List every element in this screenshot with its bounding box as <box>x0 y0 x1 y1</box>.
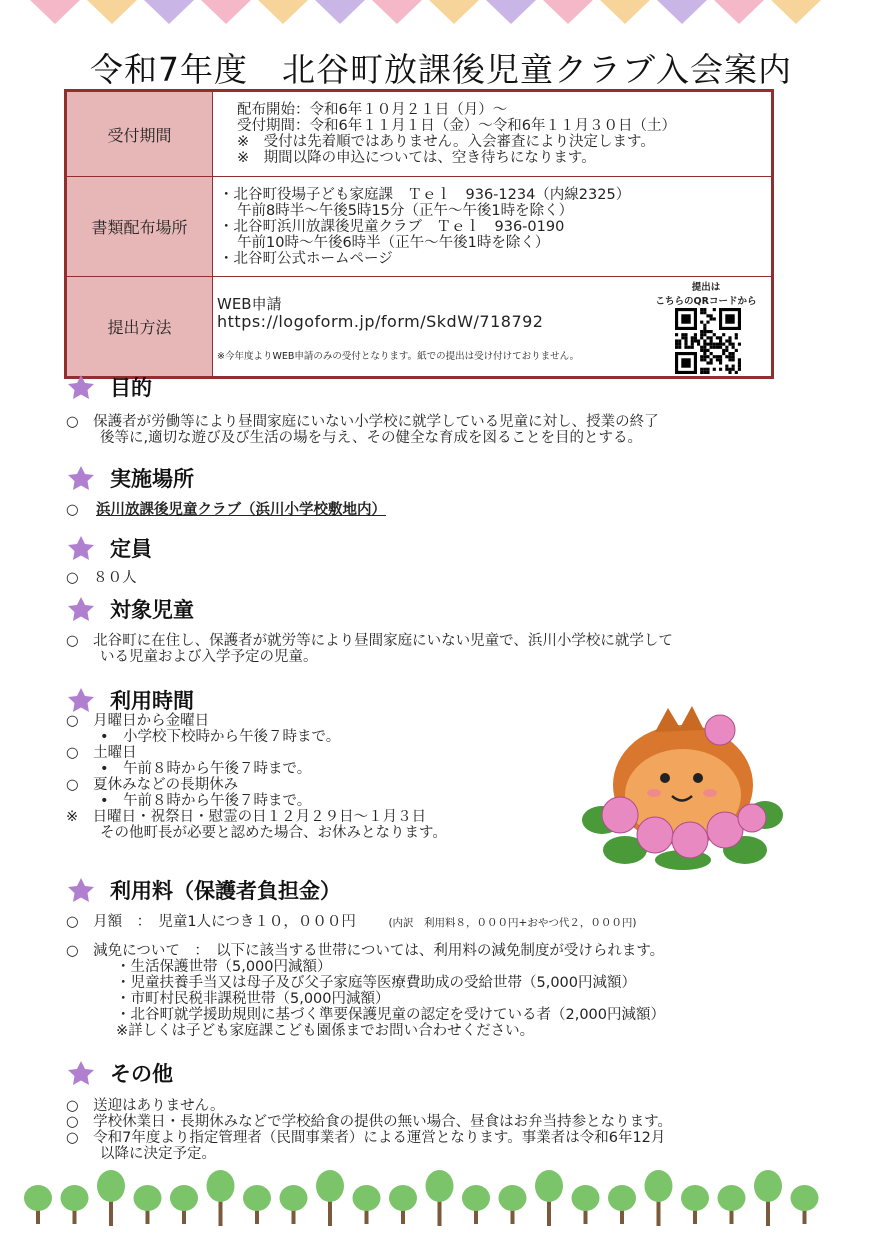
reception-label: 受付期間 <box>66 91 213 177</box>
reception-line: 受付期間：令和6年１１月１日（金）～令和6年１１月３０日（土） <box>237 118 676 134</box>
hours-line: ○ 月曜日から金曜日 <box>66 713 210 729</box>
star-icon <box>66 595 96 623</box>
distribution-row <box>66 177 773 277</box>
tree-trunk <box>328 1198 332 1226</box>
page-title: 令和7年度 北谷町放課後児童クラブ入会案内 <box>90 50 792 89</box>
section-heading: 目的 <box>110 376 152 400</box>
tree-crown <box>24 1185 52 1211</box>
star-icon <box>66 1059 96 1087</box>
section-heading: 利用料（保護者負担金） <box>110 879 341 903</box>
bunting-flag <box>600 0 650 24</box>
reception-row <box>66 91 773 177</box>
target-text <box>66 633 673 665</box>
purpose-line: ○ 保護者が労働等により昼間家庭にいない小学校に就学している児童に対し、授業の終了 <box>66 414 659 430</box>
mascot-illustration <box>580 700 785 870</box>
bunting-flag <box>429 0 479 24</box>
distribution-body <box>213 177 773 277</box>
web-only-note: ※今年度よりWEB申請のみの受付となります。紙での提出は受け付けておりません。 <box>217 351 580 362</box>
reception-line: 配布開始：令和6年１０月２１日（月）～ <box>237 102 508 118</box>
other-line: 以降に決定予定。 <box>100 1146 216 1162</box>
distribution-line: 午前8時半～午後5時15分（正午～午後1時を除く） <box>237 202 574 219</box>
tree-border-decoration <box>24 1168 844 1228</box>
section-target-heading <box>66 594 194 624</box>
qr-caption: こちらのQRコードから <box>655 296 757 307</box>
section-location-heading <box>66 463 194 493</box>
reduction-intro: ○ 減免について ： 以下に該当する世帯については、利用料の減免制度が受けられます。 <box>66 943 665 959</box>
bunting-flag <box>30 0 80 24</box>
other-line: ○ 送迎はありません。 <box>66 1098 225 1114</box>
reception-line: ※ 期間以降の申込については、空き待ちになります。 <box>237 150 596 166</box>
other-line: ○ 令和7年度より指定管理者（民間事業者）による運営となります。事業者は令和6年12月 <box>66 1130 666 1146</box>
tree-crown <box>207 1170 235 1202</box>
capacity-text: ○ ８０人 <box>66 570 137 586</box>
distribution-line: ・北谷町浜川放課後児童クラブ Ｔｅｌ 936-0190 <box>219 218 565 235</box>
reception-line: ※ 受付は先着順ではありません。入会審査により決定します。 <box>237 134 655 150</box>
distribution-label: 書類配布場所 <box>66 177 213 277</box>
section-hours-heading <box>66 685 194 715</box>
bunting-flag <box>201 0 251 24</box>
submission-row <box>66 277 773 378</box>
tree-crown <box>243 1185 271 1211</box>
section-heading: 対象児童 <box>110 598 194 622</box>
section-heading: 定員 <box>110 537 152 561</box>
tree-crown <box>791 1185 819 1211</box>
bunting-flag <box>714 0 764 24</box>
distribution-line: ・北谷町公式ホームページ <box>219 250 393 267</box>
tree-crown <box>645 1170 673 1202</box>
reception-body <box>213 91 773 177</box>
qr-caption: 提出は <box>691 282 721 293</box>
submission-body <box>213 277 773 378</box>
hours-text <box>66 713 447 841</box>
purpose-line: 後等に,適切な遊び及び生活の場を与え、その健全な育成を図ることを目的とする。 <box>100 430 642 446</box>
distribution-line: ・北谷町役場子ども家庭課 Ｔｅｌ 936-1234（内線2325） <box>219 186 631 203</box>
tree-trunk <box>657 1198 661 1226</box>
tree-crown <box>462 1185 490 1211</box>
bunting-flag <box>87 0 137 24</box>
tree-crown <box>316 1170 344 1202</box>
hours-line: • 午前８時から午後７時まで。 <box>100 761 312 777</box>
other-line: ○ 学校休業日・長期休みなどで学校給食の提供の無い場合、昼食はお弁当持参となります。 <box>66 1114 672 1130</box>
section-heading: 利用時間 <box>110 689 194 713</box>
tree-trunk <box>438 1198 442 1226</box>
tree-crown <box>170 1185 198 1211</box>
qr-code-icon[interactable] <box>675 308 741 374</box>
tree-trunk <box>547 1198 551 1226</box>
tree-crown <box>134 1185 162 1211</box>
bunting-flag <box>657 0 707 24</box>
tree-crown <box>535 1170 563 1202</box>
location-text <box>66 502 386 518</box>
tree-crown <box>61 1185 89 1211</box>
bunting-flag <box>771 0 821 24</box>
tree-crown <box>426 1170 454 1202</box>
tree-crown <box>97 1170 125 1202</box>
star-icon <box>66 373 96 401</box>
submission-label: 提出方法 <box>66 277 213 378</box>
section-fee-heading <box>66 875 341 905</box>
target-line: いる児童および入学予定の児童。 <box>100 649 318 665</box>
reduction-note: ※詳しくは子ども家庭課こども園係までお問い合わせください。 <box>116 1023 535 1039</box>
hours-line: ※ 日曜日・祝祭日・慰霊の日１２月２９日～１月３日 <box>66 809 427 825</box>
reduction-item: ・北谷町就学援助規則に基づく準要保護児童の認定を受けている者（2,000円減額） <box>116 1007 666 1023</box>
star-icon <box>66 686 96 714</box>
target-line: ○ 北谷町に在住し、保護者が就労等により昼間家庭にいない児童で、浜川小学校に就学して <box>66 633 673 649</box>
reduction-item: ・児童扶養手当又は母子及び父子家庭等医療費助成の受給世帯（5,000円減額） <box>116 975 637 991</box>
fee-breakdown: (内訳 利用料８，０００円+おやつ代２，０００円) <box>388 917 637 929</box>
hours-line: その他町長が必要と認めた場合、お休みとなります。 <box>100 825 447 841</box>
tree-crown <box>608 1185 636 1211</box>
tree-trunk <box>109 1198 113 1226</box>
tree-crown <box>681 1185 709 1211</box>
hours-line: • 小学校下校時から午後７時まで。 <box>100 729 341 745</box>
fee-reduction <box>66 943 665 1039</box>
tree-crown <box>572 1185 600 1211</box>
section-other-heading <box>66 1058 173 1088</box>
section-purpose-heading <box>66 372 152 402</box>
bullet: ○ <box>66 502 79 518</box>
star-icon <box>66 464 96 492</box>
hours-line: • 午前８時から午後７時まで。 <box>100 793 312 809</box>
tree-trunk <box>766 1198 770 1226</box>
tree-crown <box>754 1170 782 1202</box>
tree-crown <box>718 1185 746 1211</box>
info-table <box>64 89 774 379</box>
distribution-line: 午前10時～午後6時半（正午～午後1時を除く） <box>237 234 550 251</box>
other-text <box>66 1098 672 1162</box>
tree-trunk <box>219 1198 223 1226</box>
bunting-flag <box>486 0 536 24</box>
web-application-label: WEB申請 <box>217 295 282 313</box>
section-heading: その他 <box>110 1062 173 1086</box>
tree-crown <box>389 1185 417 1211</box>
hours-line: ○ 土曜日 <box>66 745 137 761</box>
bunting-flag <box>258 0 308 24</box>
bunting-decoration <box>30 0 830 30</box>
bunting-flag <box>372 0 422 24</box>
purpose-text <box>66 414 659 446</box>
fee-monthly <box>66 914 636 931</box>
star-icon <box>66 534 96 562</box>
tree-crown <box>499 1185 527 1211</box>
bunting-flag <box>543 0 593 24</box>
section-heading: 実施場所 <box>110 467 194 491</box>
location-value: 浜川放課後児童クラブ（浜川小学校敷地内） <box>96 502 386 518</box>
star-icon <box>66 876 96 904</box>
hours-line: ○ 夏休みなどの長期休み <box>66 777 239 793</box>
reduction-item: ・市町村民税非課税世帯（5,000円減額） <box>116 991 390 1007</box>
reduction-item: ・生活保護世帯（5,000円減額） <box>116 959 332 975</box>
tree-crown <box>353 1185 381 1211</box>
bunting-flag <box>144 0 194 24</box>
section-capacity-heading <box>66 533 152 563</box>
fee-monthly-amount: ○ 月額 ： 児童1人につき１０，０００円 <box>66 914 356 930</box>
tree-crown <box>280 1185 308 1211</box>
application-url-link[interactable]: https://logoform.jp/form/SkdW/718792 <box>217 312 544 331</box>
bunting-flag <box>315 0 365 24</box>
